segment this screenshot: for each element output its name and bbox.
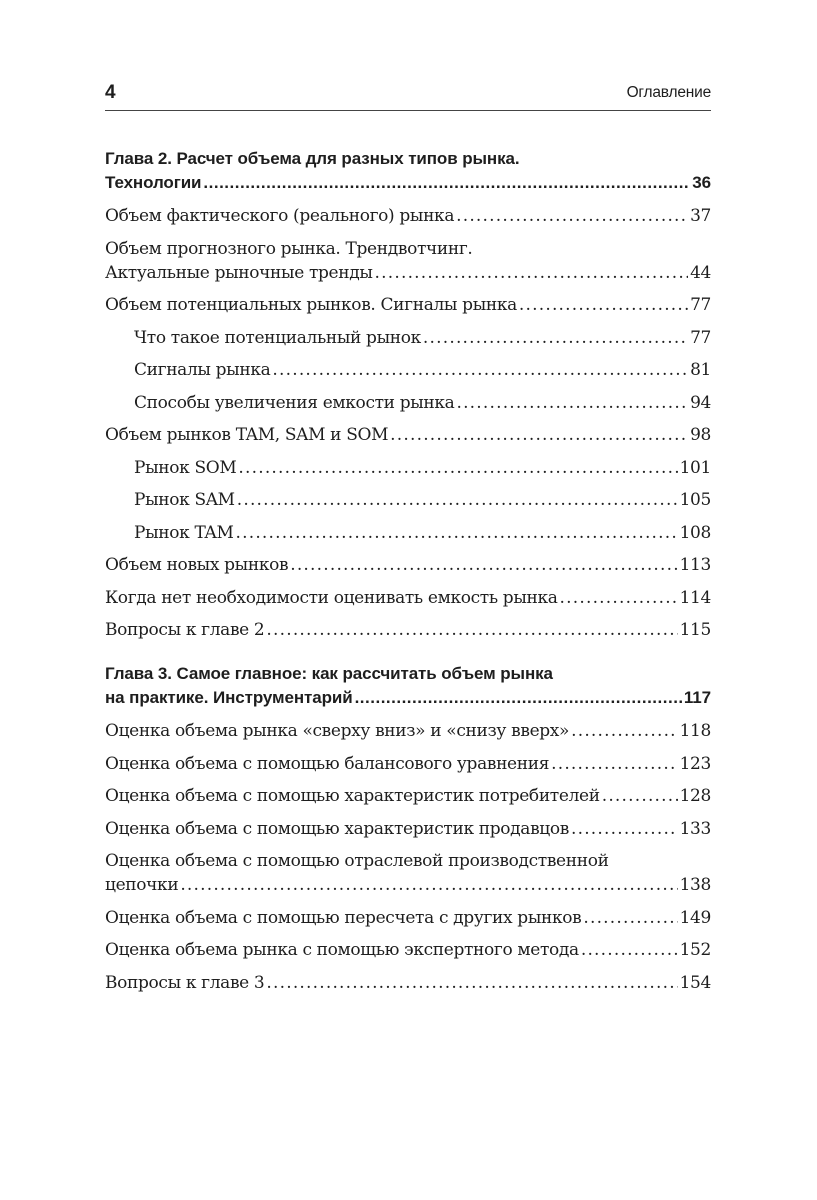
- entry-title: Рынок SAM: [134, 490, 235, 510]
- dot-leader: [272, 358, 688, 382]
- page-ref: 115: [679, 620, 711, 640]
- dot-leader: [266, 618, 677, 642]
- chapter-title-line: Глава 2. Расчет объема для разных типов рынка.: [105, 149, 520, 168]
- page-ref: 36: [692, 173, 711, 192]
- toc-entry[interactable]: [105, 237, 711, 285]
- page-ref: 44: [690, 262, 711, 283]
- running-header: [105, 80, 711, 111]
- page-ref: 101: [679, 457, 711, 478]
- dot-leader: [236, 521, 678, 545]
- entry-title-line: Оценка объема с помощью отраслевой производственной: [105, 851, 609, 871]
- page-ref: 113: [679, 555, 711, 575]
- toc-entry[interactable]: [105, 586, 711, 610]
- toc-chapter-3[interactable]: [105, 662, 711, 710]
- page-ref: 98: [690, 425, 711, 445]
- toc-entry[interactable]: [105, 204, 711, 228]
- table-of-contents: [105, 147, 711, 1003]
- toc-chapter-2[interactable]: [105, 147, 711, 195]
- entry-title: Оценка объема рынка с помощью экспертного метода: [105, 940, 579, 960]
- entry-title: Когда нет необходимости оценивать емкость рынка: [105, 587, 558, 608]
- toc-subentry[interactable]: [105, 488, 711, 512]
- dot-leader: [571, 719, 677, 743]
- toc-subentry[interactable]: [105, 326, 711, 350]
- entry-title: Сигналы рынка: [134, 360, 271, 380]
- dot-leader: [456, 204, 688, 228]
- page-ref: 152: [679, 940, 711, 960]
- page-ref: 149: [679, 907, 711, 928]
- entry-title: Вопросы к главе 2: [105, 620, 265, 640]
- entry-title-line: цепочки: [105, 875, 179, 895]
- entry-title: Оценка объема рынка «сверху вниз» и «снизу вверх»: [105, 721, 570, 741]
- dot-leader: [519, 293, 688, 317]
- page-ref: 123: [679, 753, 711, 774]
- entry-title: Оценка объема с помощью балансового уравнения: [105, 753, 550, 774]
- entry-title: Объем новых рынков: [105, 555, 289, 575]
- entry-title: Способы увеличения емкости рынка: [134, 392, 455, 413]
- entry-title: Рынок SOM: [134, 457, 237, 478]
- dot-leader: [390, 423, 688, 447]
- dot-leader: [602, 784, 678, 808]
- book-page: [105, 0, 711, 1200]
- toc-entry[interactable]: [105, 971, 711, 995]
- page-ref: 77: [690, 295, 711, 315]
- entry-title: Объем рынков TAM, SAM и SOM: [105, 425, 389, 445]
- page-ref: 154: [679, 972, 711, 993]
- entry-title-line: Объем прогнозного рынка. Трендвотчинг.: [105, 238, 473, 259]
- chapter-title-line: на практике. Инструментарий: [105, 688, 353, 707]
- entry-title: Объем фактического (реального) рынка: [105, 206, 455, 226]
- page-ref: 128: [679, 786, 711, 806]
- dot-leader: [571, 817, 678, 841]
- entry-title: Оценка объема с помощью характеристик потребителей: [105, 786, 600, 806]
- toc-entry[interactable]: [105, 618, 711, 642]
- page-number: 4: [105, 82, 116, 103]
- toc-entry[interactable]: [105, 553, 711, 577]
- chapter-title-line: Технологии: [105, 173, 202, 192]
- dot-leader: [581, 938, 678, 962]
- page-ref: 94: [690, 392, 711, 413]
- toc-entry[interactable]: [105, 719, 711, 743]
- toc-entry[interactable]: [105, 293, 711, 317]
- dot-leader: [203, 171, 690, 195]
- entry-title: Рынок TAM: [134, 522, 234, 543]
- entry-title: Объем потенциальных рынков. Сигналы рынка: [105, 295, 517, 315]
- dot-leader: [560, 586, 678, 610]
- entry-title-line: Актуальные рыночные тренды: [105, 262, 373, 283]
- page-ref: 118: [679, 721, 711, 741]
- page-ref: 77: [690, 327, 711, 348]
- dot-leader: [266, 971, 677, 995]
- dot-leader: [583, 906, 677, 930]
- dot-leader: [423, 326, 688, 350]
- page-ref: 81: [690, 360, 711, 380]
- toc-subentry[interactable]: [105, 456, 711, 480]
- dot-leader: [456, 391, 688, 415]
- toc-entry[interactable]: [105, 849, 711, 897]
- toc-entry[interactable]: [105, 423, 711, 447]
- page-ref: 37: [690, 206, 711, 226]
- dot-leader: [355, 686, 682, 710]
- entry-title: Оценка объема с помощью пересчета с других рынков: [105, 907, 582, 928]
- page-ref: 138: [679, 875, 711, 895]
- running-title: Оглавление: [626, 84, 711, 101]
- page-ref: 105: [679, 490, 711, 510]
- dot-leader: [375, 261, 689, 285]
- page-ref: 117: [683, 688, 711, 707]
- page-ref: 114: [679, 587, 711, 608]
- dot-leader: [238, 456, 677, 480]
- toc-subentry[interactable]: [105, 521, 711, 545]
- toc-entry[interactable]: [105, 752, 711, 776]
- toc-subentry[interactable]: [105, 391, 711, 415]
- toc-entry[interactable]: [105, 906, 711, 930]
- dot-leader: [551, 752, 677, 776]
- page-ref: 108: [679, 522, 711, 543]
- dot-leader: [237, 488, 678, 512]
- toc-subentry[interactable]: [105, 358, 711, 382]
- dot-leader: [290, 553, 677, 577]
- toc-entry[interactable]: [105, 817, 711, 841]
- chapter-title-line: Глава 3. Самое главное: как рассчитать объем рынка: [105, 664, 553, 683]
- entry-title: Что такое потенциальный рынок: [134, 327, 421, 348]
- dot-leader: [180, 873, 677, 897]
- page-ref: 133: [679, 818, 711, 839]
- toc-entry[interactable]: [105, 784, 711, 808]
- toc-entry[interactable]: [105, 938, 711, 962]
- entry-title: Оценка объема с помощью характеристик продавцов: [105, 818, 569, 839]
- entry-title: Вопросы к главе 3: [105, 972, 265, 993]
